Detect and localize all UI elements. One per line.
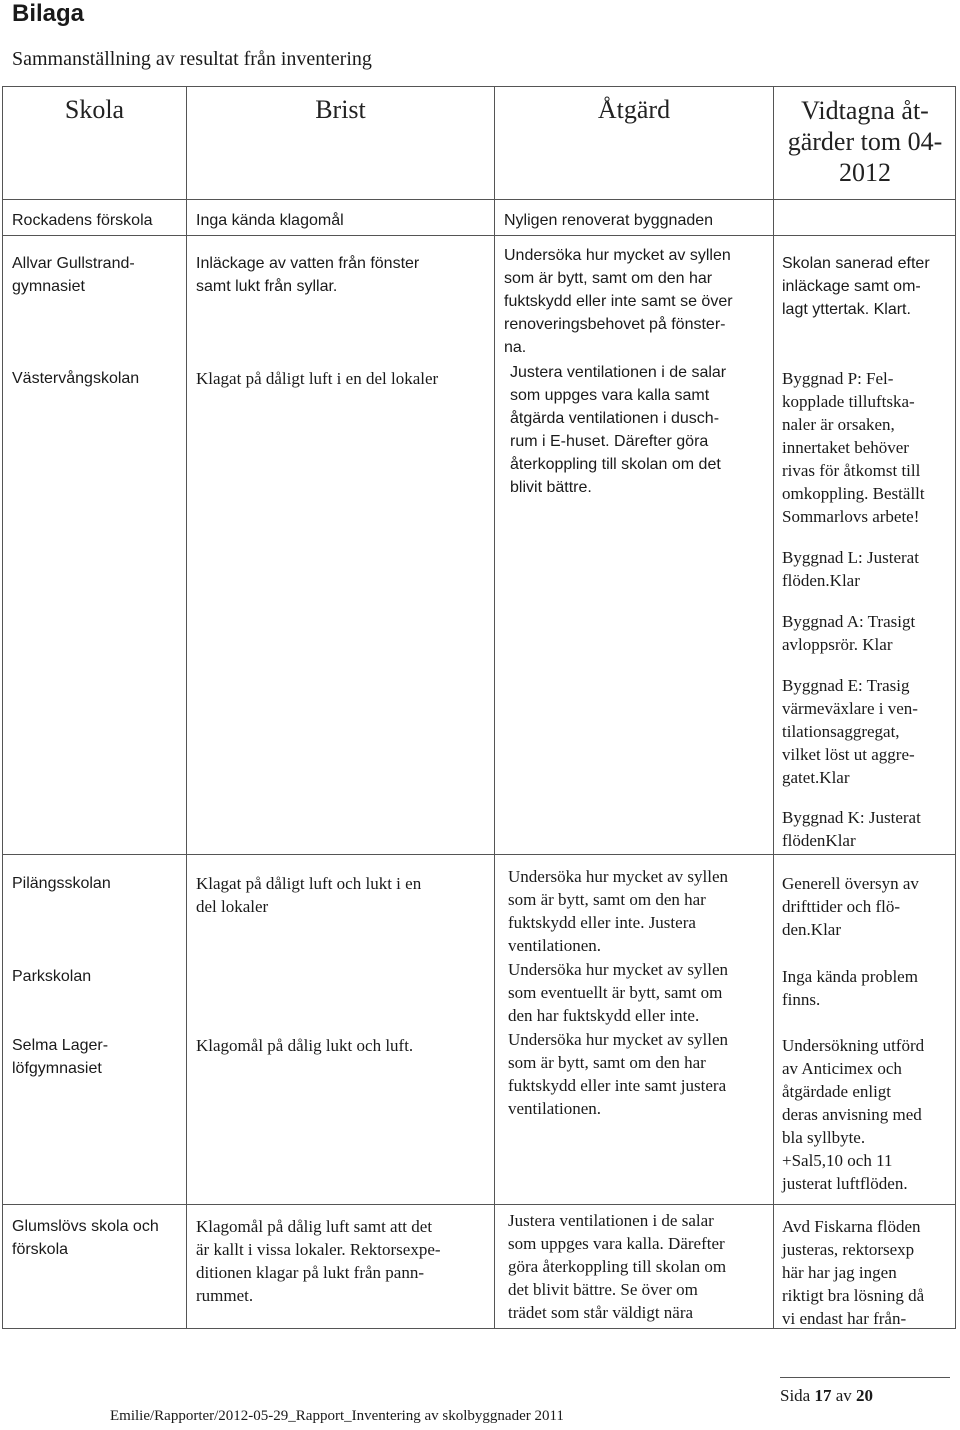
header-divider <box>3 199 955 200</box>
done-cell-p: Byggnad P: Fel- kopplade tilluftska- naler är orsaken, innertaket behöver rivas för åtkomst till omkoppling. Beställt Sommarlovs arbete! <box>782 369 925 526</box>
done-cell: Generell översyn av drifttider och flö- den.Klar <box>782 874 919 939</box>
action-cell: Undersöka hur mycket av syllen som är bytt, samt om den har fuktskydd eller inte. Justera ventilationen. <box>508 867 728 955</box>
page-number <box>780 1386 873 1406</box>
action-cell: Undersöka hur mycket av syllen som eventuellt är bytt, samt om den har fuktskydd eller inte. <box>508 960 728 1025</box>
page-sep: av <box>835 1386 852 1405</box>
footer-rule <box>780 1377 950 1378</box>
column-divider <box>186 87 187 1328</box>
school-cell: Selma Lager- löfgymnasiet <box>12 1037 109 1077</box>
done-cell: Undersökning utförd av Anticimex och åtgärdade enligt deras anvisning med bla syllbyte. +Sal5,10 och 11 justerat luftflöden. <box>782 1036 925 1193</box>
column-divider <box>494 87 495 1328</box>
done-cell: Avd Fiskarna flöden justeras, rektorsexp här har jag ingen riktigt bra lösning då vi endast har från- <box>782 1217 925 1328</box>
column-divider <box>773 87 774 1328</box>
column-header-vidtagna: Vidtagna åt- gärder tom 04- 2012 <box>787 96 943 187</box>
column-header-skola: Skola <box>64 95 125 124</box>
issue-cell: Inga kända klagomål <box>196 212 344 229</box>
action-cell: Nyligen renoverat byggnaden <box>504 212 714 229</box>
document-subheading: Sammanställning av resultat från inventering <box>12 48 372 70</box>
action-cell: Justera ventilationen i de salar som uppges vara kalla. Därefter göra återkoppling till skolan om det blivit bättre. Se över om trädet som står väldigt nära <box>508 1211 727 1322</box>
row-divider <box>3 854 955 855</box>
done-cell-l: Byggnad L: Justerat flöden.Klar <box>782 548 919 590</box>
row-divider <box>3 1204 955 1205</box>
action-cell: Undersöka hur mycket av syllen som är bytt, samt om den har fuktskydd eller inte samt justera ventilationen. <box>508 1030 728 1118</box>
action-cell: Justera ventilationen i de salar som uppges vara kalla samt åtgärda ventilationen i dusch- rum i E-huset. Därefter göra återkoppling till skolan om det blivit bättre. <box>510 364 727 496</box>
done-cell: Skolan sanerad efter inläckage samt om- lagt yttertak. Klart. <box>782 255 930 318</box>
done-cell: Inga kända problem finns. <box>782 967 918 1009</box>
done-cell-k: Byggnad K: Justerat flödenKlar <box>782 808 921 850</box>
footer-path: Emilie/Rapporter/2012-05-29_Rapport_Inventering av skolbyggnader 2011 <box>110 1408 564 1424</box>
school-cell: Parkskolan <box>12 968 92 985</box>
done-cell-e: Byggnad E: Trasig värmeväxlare i ven- tilationsaggregat, vilket löst ut aggre- gatet.Klar <box>782 676 918 787</box>
issue-cell: Inläckage av vatten från fönster samt lukt från syllar. <box>196 255 420 295</box>
issue-cell: Klagomål på dålig luft samt att det är kallt i vissa lokaler. Rektorsexpe- ditionen klagar på lukt från pann- rummet. <box>196 1217 441 1305</box>
school-cell: Pilängsskolan <box>12 875 111 892</box>
school-cell: Västervångskolan <box>12 370 140 387</box>
column-header-atgard: Åtgärd <box>597 95 671 124</box>
page-total: 20 <box>856 1386 874 1405</box>
school-cell: Allvar Gullstrand- gymnasiet <box>12 255 135 295</box>
done-cell-a: Byggnad A: Trasigt avloppsrör. Klar <box>782 612 916 654</box>
page-current: 17 <box>814 1386 832 1405</box>
school-cell: Rockadens förskola <box>12 212 153 229</box>
document-heading: Bilaga <box>12 0 85 27</box>
action-cell: Undersöka hur mycket av syllen som är bytt, samt om den har fuktskydd eller inte samt se över renoveringsbehovet på fönster- na. <box>504 247 733 356</box>
column-header-brist: Brist <box>315 95 366 124</box>
issue-cell: Klagat på dåligt luft och lukt i en del lokaler <box>196 874 422 916</box>
issue-cell: Klagomål på dålig lukt och luft. <box>196 1036 414 1055</box>
school-cell: Glumslövs skola och förskola <box>12 1218 159 1258</box>
page-prefix: Sida <box>780 1386 811 1405</box>
row-divider <box>3 235 955 236</box>
issue-cell: Klagat på dåligt luft i en del lokaler <box>196 369 439 388</box>
